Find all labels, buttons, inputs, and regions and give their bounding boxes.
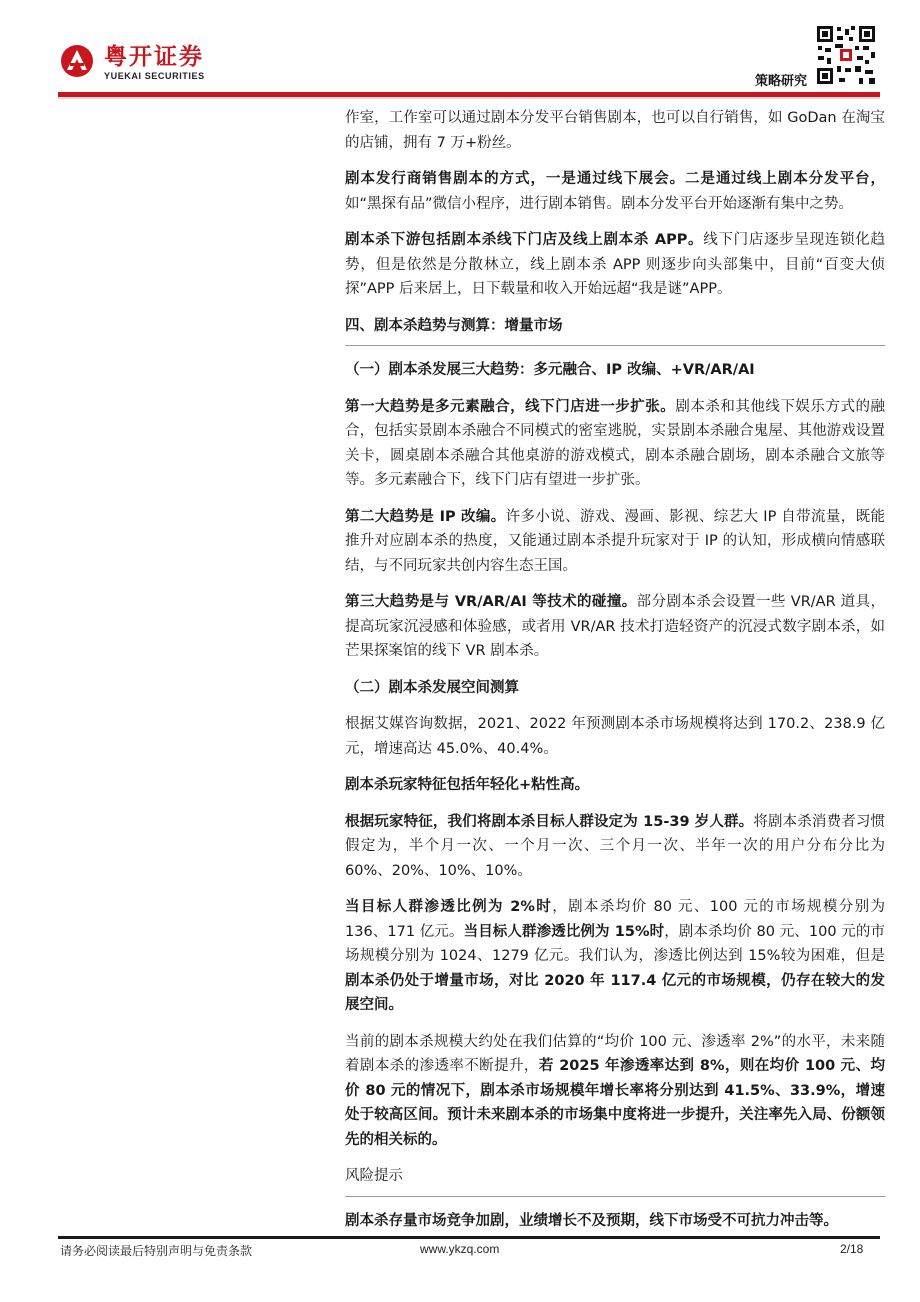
brand-name-en: YUEKAI SECURITIES <box>104 71 205 81</box>
footer-website-link[interactable]: www.ykzq.com <box>420 1242 500 1256</box>
paragraph: 作室，工作室可以通过剧本分发平台销售剧本，也可以自行销售，如 GoDan 在淘宝的店铺，拥有 7 万+粉丝。 <box>345 110 885 151</box>
risk-heading: 风险提示 <box>345 1164 885 1197</box>
report-body <box>345 106 885 1245</box>
paragraph: 根据玩家特征，我们将剧本杀目标人群设定为 15-39 岁人群。将剧本杀消费者习惯假定为，半个月一次、一个月一次、三个月一次、半年一次的用户分布分比为 60%、20%、10%、10%。 <box>345 813 886 879</box>
yuekai-logo-icon <box>60 44 94 78</box>
qr-code-icon <box>815 24 877 86</box>
page-header <box>0 0 920 100</box>
paragraph: 当前的剧本杀规模大约处在我们估算的“均价 100 元、渗透率 2%”的水平，未来随着剧本杀的渗透率不断提升，若 2025 年渗透率达到 8%，则在均价 100 元、均价 80 元的情况下，剧本杀市场规模年增长率将分别达到 41.5%、33.9%，增速处于较高区间。预计未来剧本杀的市场集中度将进一步提升，关注率先入局、份额领先的相关标的。 <box>345 1033 885 1148</box>
paragraph: 当目标人群渗透比例为 2%时，剧本杀均价 80 元、100 元的市场规模分别为 136、171 亿元。当目标人群渗透比例为 15%时，剧本杀均价 80 元、100 元的市场规模分别为 1024、1279 亿元。我们认为，渗透比例达到 15%较为困难，但是剧本杀仍处于增量市场，对比 2020 年 117.4 亿元的市场规模，仍存在较大的发展空间。 <box>345 899 886 1013</box>
paragraph: 剧本杀下游包括剧本杀线下门店及线上剧本杀 APP。线下门店逐步呈现连锁化趋势，但是依然是分散林立，线上剧本杀 APP 则逐步向头部集中，目前“百变大侦探”APP 后来居上，日下载量和收入开始远超“我是谜”APP。 <box>345 232 886 297</box>
subsection-heading: （二）剧本杀发展空间测算 <box>345 679 519 696</box>
brand-name-cn: 粤开证券 <box>104 44 204 70</box>
paragraph: 剧本杀玩家特征包括年轻化+粘性高。 <box>345 777 590 793</box>
paragraph: 第一大趋势是多元素融合，线下门店进一步扩张。剧本杀和其他线下娱乐方式的融合，包括实景剧本杀融合不同模式的密室逃脱，实景剧本杀融合鬼屋、其他游戏设置关卡，圆桌剧本杀融合其他桌游的游戏模式，剧本杀融合剧场，剧本杀融合文旅等等。多元素融合下，线下门店有望进一步扩张。 <box>345 398 885 488</box>
paragraph: 第二大趋势是 IP 改编。许多小说、游戏、漫画、影视、综艺大 IP 自带流量，既能推升对应剧本杀的热度，又能通过剧本杀提升玩家对于 IP 的认知，形成横向情感联结，与不同玩家共创内容生态王国。 <box>345 508 885 574</box>
paragraph: 剧本发行商销售剧本的方式，一是通过线下展会。二是通过线上剧本分发平台，如“黑探有品”微信小程序，进行剧本销售。剧本分发平台开始逐渐有集中之势。 <box>345 171 885 212</box>
footer-disclaimer: 请务必阅读最后特别声明与免责条款 <box>60 1244 253 1258</box>
risk-paragraph: 剧本杀存量市场竞争加剧，业绩增长不及预期，线下市场受不可抗力冲击等。 <box>345 1212 838 1229</box>
header-divider-grey <box>58 97 880 99</box>
footer-divider <box>58 1236 880 1239</box>
section-heading: 四、剧本杀趋势与测算：增量市场 <box>345 314 885 347</box>
page-number: 2/18 <box>840 1242 864 1256</box>
paragraph: 根据艾媒咨询数据，2021、2022 年预测剧本杀市场规模将达到 170.2、238.9 亿元，增速高达 45.0%、40.4%。 <box>345 716 885 757</box>
paragraph: 第三大趋势是与 VR/AR/AI 等技术的碰撞。部分剧本杀会设置一些 VR/AR 道具，提高玩家沉浸感和体验感，或者用 VR/AR 技术打造轻资产的沉浸式数字剧本杀，如芒果探案馆的线下 VR 剧本杀。 <box>345 594 886 659</box>
document-type: 策略研究 <box>755 74 808 89</box>
subsection-heading: （一）剧本杀发展三大趋势：多元融合、IP 改编、+VR/AR/AI <box>345 362 755 378</box>
